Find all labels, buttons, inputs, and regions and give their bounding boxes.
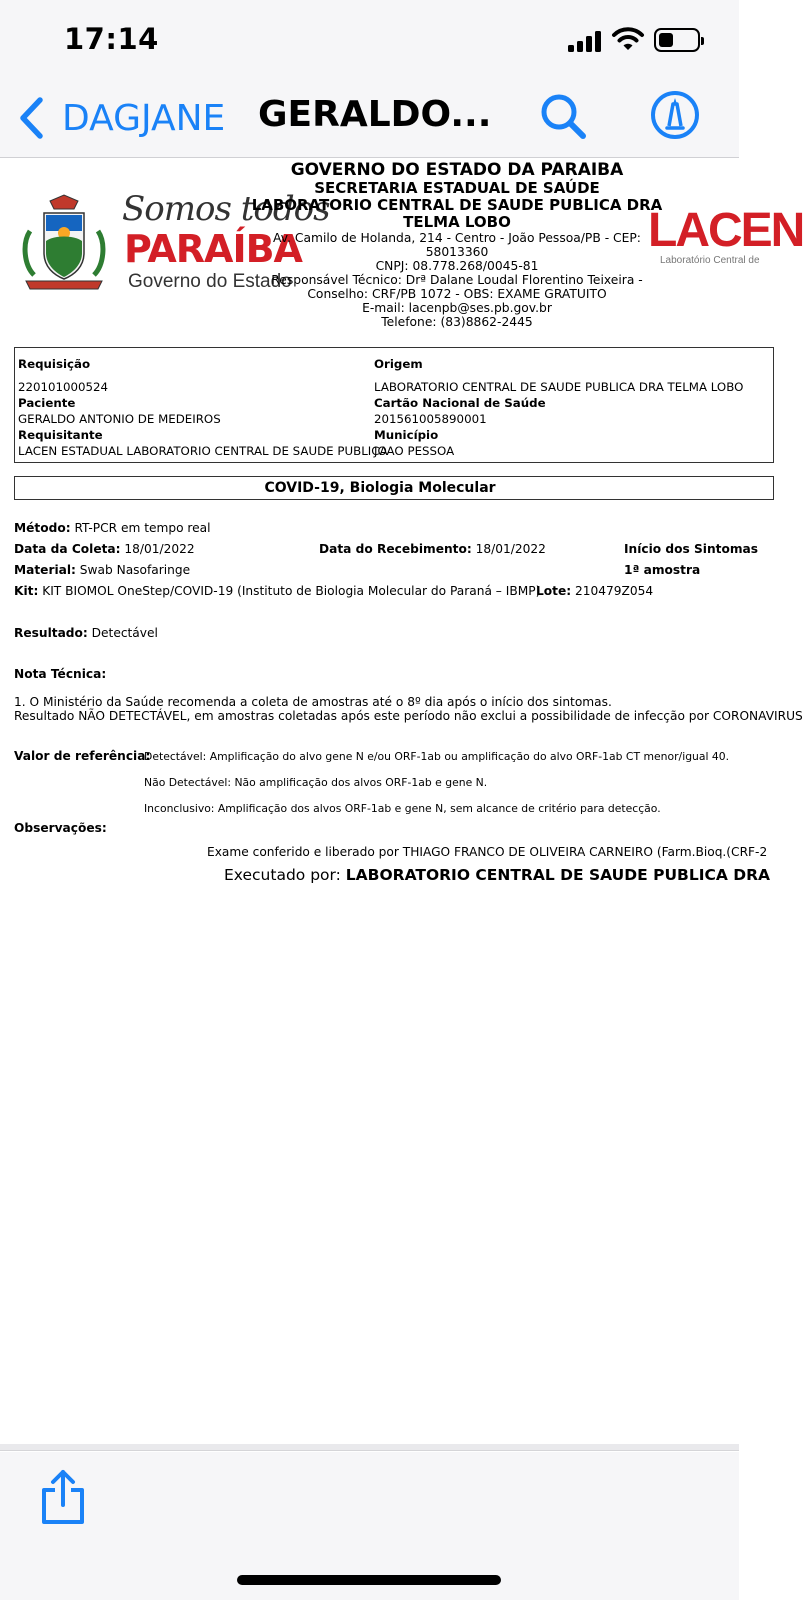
paciente-label: Paciente (18, 396, 76, 410)
observacoes-label: Observações: (14, 821, 107, 835)
executado-por-value: LABORATORIO CENTRAL DE SAUDE PUBLICA DRA (345, 866, 771, 884)
municipio-label: Município (374, 428, 439, 442)
coat-of-arms-icon (20, 195, 108, 295)
share-icon[interactable] (40, 1468, 86, 1526)
header-line-4: TELMA LOBO (403, 213, 511, 231)
paciente-value: GERALDO ANTONIO DE MEDEIROS (18, 412, 221, 426)
wifi-icon (612, 26, 644, 52)
referencia-inconclusivo: Inconclusivo: Amplificação dos alvos ORF-1ab e gene N, sem alcance de critério para detecção. (144, 802, 661, 815)
navigation-bar (0, 80, 739, 158)
lab-header (250, 161, 664, 329)
paraiba-text: PARAÍBA (124, 227, 302, 271)
metodo-label: Método: (14, 521, 71, 535)
nota-tecnica-line-2: Resultado NÃO DETECTÁVEL, em amostras coletadas após este período não exclui a possibilidade de infecção por CORONAVIRUS (14, 709, 803, 723)
document-view[interactable] (0, 159, 803, 1444)
kit-row (14, 584, 540, 598)
origem-label: Origem (374, 357, 423, 371)
nota-tecnica-label: Nota Técnica: (14, 667, 107, 681)
amostra-label: 1ª amostra (624, 563, 701, 577)
cellular-signal-icon (568, 30, 602, 52)
header-cnpj: CNPJ: 08.778.268/0045-81 (375, 259, 539, 273)
header-line-2: SECRETARIA ESTADUAL DE SAÚDE (314, 179, 600, 197)
exam-title: COVID-19, Biologia Molecular (264, 480, 496, 496)
governo-estado-text: Governo do Estado (128, 271, 292, 292)
material-label: Material: (14, 563, 76, 577)
origem-value: LABORATORIO CENTRAL DE SAUDE PUBLICA DRA TELMA LOBO (374, 380, 744, 394)
header-line-1: GOVERNO DO ESTADO DA PARAIBA (290, 160, 624, 180)
lote-value: 210479Z054 (574, 584, 654, 598)
header-phone: Telefone: (83)8862-2445 (381, 315, 533, 329)
somos-todos-text: Somos todos (122, 189, 330, 229)
home-indicator[interactable] (237, 1575, 501, 1585)
chevron-left-icon (18, 96, 44, 140)
bottom-toolbar (0, 1452, 739, 1600)
referencia-detectavel: Detectável: Amplificação do alvo gene N e/ou ORF-1ab ou amplificação do alvo ORF-1ab CT menor/igual 40. (144, 750, 730, 763)
conferido-por: Exame conferido e liberado por THIAGO FRANCO DE OLIVEIRA CARNEIRO (Farm.Bioq.(CRF-2 (207, 845, 768, 859)
executado-por-row (224, 866, 770, 884)
back-button[interactable] (18, 88, 225, 148)
coleta-label: Data da Coleta: (14, 542, 121, 556)
material-row (14, 563, 190, 577)
toolbar-divider (0, 1444, 739, 1451)
header-email: E-mail: lacenpb@ses.pb.gov.br (362, 301, 552, 315)
metodo-row (14, 521, 211, 535)
cartao-label: Cartão Nacional de Saúde (374, 396, 546, 410)
material-value: Swab Nasofaringe (79, 563, 191, 577)
cartao-value: 201561005890001 (374, 412, 487, 426)
nota-tecnica-line-1: 1. O Ministério da Saúde recomenda a coleta de amostras até o 8º dia após o início dos sintomas. (14, 695, 612, 709)
status-time: 17:14 (64, 22, 159, 56)
inicio-sintomas-label: Início dos Sintomas (624, 542, 759, 556)
valor-referencia-label: Valor de referência: (14, 749, 151, 763)
referencia-nao-detectavel: Não Detectável: Não amplificação dos alvos ORF-1ab e gene N. (144, 776, 488, 789)
status-bar (0, 0, 739, 80)
patient-info-box (14, 347, 774, 463)
municipio-value: JOAO PESSOA (374, 444, 455, 458)
markup-pen-icon[interactable] (648, 88, 702, 142)
kit-label: Kit: (14, 584, 39, 598)
lacen-logo: LACEN (648, 204, 803, 257)
requisitante-label: Requisitante (18, 428, 103, 442)
resultado-value: Detectável (91, 626, 158, 640)
resultado-label: Resultado: (14, 626, 88, 640)
lacen-subtitle: Laboratório Central de (660, 255, 760, 266)
recebimento-label: Data do Recebimento: (319, 542, 472, 556)
executado-por-label: Executado por: (224, 866, 341, 884)
exam-title-box (14, 476, 774, 500)
recebimento-value: 18/01/2022 (475, 542, 546, 556)
requisicao-value: 220101000524 (18, 380, 109, 394)
requisitante-value: LACEN ESTADUAL LABORATORIO CENTRAL DE SAUDE PUBLICA (18, 444, 388, 458)
header-responsavel-1: Responsável Técnico: Drª Dalane Loudal Florentino Teixeira - (271, 273, 643, 287)
coleta-row (14, 542, 195, 556)
recebimento-row (319, 542, 546, 556)
header-address-2: 58013360 (425, 245, 489, 259)
header-address-1: Av. Camilo de Holanda, 214 - Centro - João Pessoa/PB - CEP: (273, 231, 641, 245)
lote-label: Lote: (536, 584, 572, 598)
coleta-value: 18/01/2022 (124, 542, 195, 556)
metodo-value: RT-PCR em tempo real (74, 521, 211, 535)
back-button-label: DAGJANE (62, 97, 226, 139)
requisicao-label: Requisição (18, 357, 91, 371)
search-icon[interactable] (537, 90, 591, 144)
battery-icon (654, 28, 700, 52)
resultado-row (14, 626, 158, 640)
page-title: GERALDO... (258, 94, 492, 135)
kit-value: KIT BIOMOL OneStep/COVID-19 (Instituto de Biologia Molecular do Paraná – IBMP) (42, 584, 541, 598)
header-line-3: LABORATORIO CENTRAL DE SAUDE PUBLICA DRA (251, 196, 663, 214)
header-responsavel-2: Conselho: CRF/PB 1072 - OBS: EXAME GRATUITO (307, 287, 607, 301)
lote-row (536, 584, 653, 598)
